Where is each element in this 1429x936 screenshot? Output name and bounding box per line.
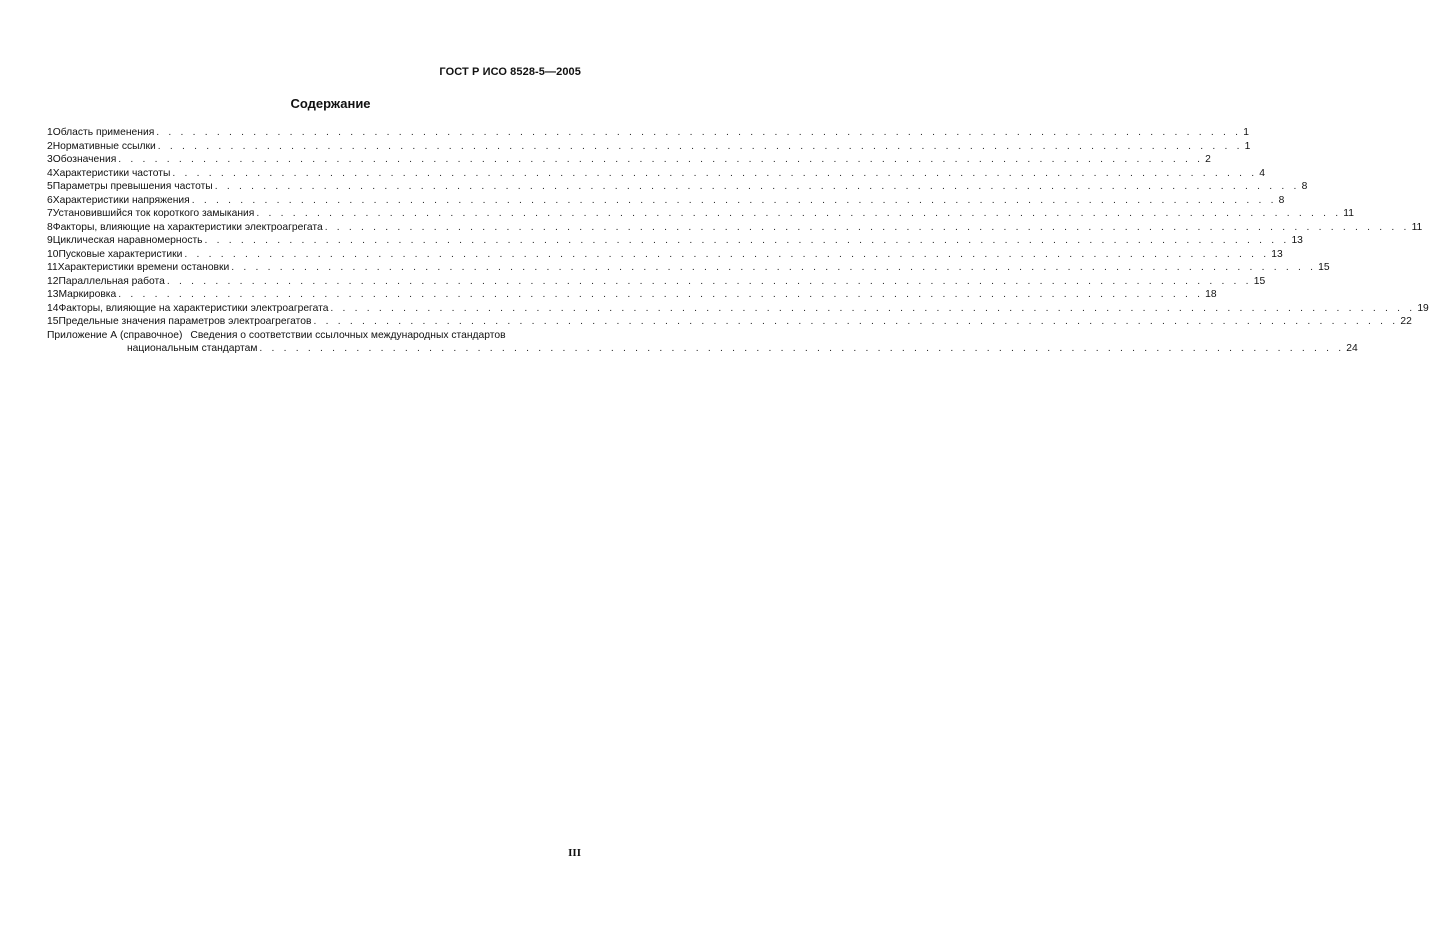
toc-entry-title: Параллельная работа: [58, 275, 165, 287]
toc-entry-number: 10: [47, 248, 59, 260]
toc-entry[interactable]: [47, 153, 1211, 167]
toc-entry-title: Факторы, влияющие на характеристики электроагрегата: [58, 302, 329, 314]
toc-entry[interactable]: [47, 315, 1412, 329]
page-title: Содержание: [290, 96, 371, 111]
toc-entry-number: 6: [47, 194, 53, 206]
toc-entry-number: 14: [47, 302, 59, 314]
toc-entry[interactable]: [47, 302, 1429, 316]
toc-entry-title: Предельные значения параметров электроагрегатов: [58, 316, 312, 327]
toc-entry-page-number: 13: [1271, 248, 1283, 260]
toc-entry-title: Характеристики частоты: [52, 167, 171, 179]
dot-leader: . . . . . . . . . . . . . . . . . . . . . . . . . . . . . . . . . . . . . . . . . . . . . . . . . . . . . . . . . . . . . . . . . . . . . . . . . . . . . . . . . . . . . . . . . .: [156, 127, 1242, 138]
toc-entry[interactable]: [47, 140, 1251, 154]
toc-entry-page-number: 19: [1417, 302, 1429, 314]
toc-entry-page-number: 1: [1244, 140, 1251, 152]
toc-entry-number: 8: [47, 221, 53, 233]
toc-entry-number: 9: [47, 235, 53, 246]
toc-entry-page-number: 13: [1291, 235, 1303, 246]
toc-entry-number: 11: [47, 262, 58, 273]
toc-entry-number: 1: [47, 127, 53, 138]
dot-leader: . . . . . . . . . . . . . . . . . . . . . . . . . . . . . . . . . . . . . . . . . . . . . . . . . . . . . . . . . . . . . . . . . . . . . . . . . . . . . . . . . . . . . . . . . .: [330, 302, 1416, 314]
toc-entry[interactable]: [47, 221, 1423, 235]
toc-entry[interactable]: [47, 180, 1308, 194]
toc-entry-number: 5: [47, 181, 53, 192]
toc-entry-number: 4: [47, 167, 53, 179]
appendix-title-line2: национальным стандартам: [127, 343, 258, 354]
toc-entry-page-number: 4: [1259, 167, 1266, 179]
toc-entry-number: 15: [47, 316, 59, 327]
appendix-label: Приложение А (справочное): [47, 329, 183, 341]
dot-leader: . . . . . . . . . . . . . . . . . . . . . . . . . . . . . . . . . . . . . . . . . . . . . . . . . . . . . . . . . . . . . . . . . . . . . . . . . . . . . . . . . . . . . . . . . .: [204, 235, 1290, 246]
toc-entry[interactable]: [47, 167, 1266, 181]
toc-entry-title: Параметры превышения частоты: [52, 181, 213, 192]
dot-leader: . . . . . . . . . . . . . . . . . . . . . . . . . . . . . . . . . . . . . . . . . . . . . . . . . . . . . . . . . . . . . . . . . . . . . . . . . . . . . . . . . . . . . . . . . .: [191, 194, 1277, 206]
page-folio: III: [568, 847, 581, 859]
dot-leader: . . . . . . . . . . . . . . . . . . . . . . . . . . . . . . . . . . . . . . . . . . . . . . . . . . . . . . . . . . . . . . . . . . . . . . . . . . . . . . . . . . . . . . . . . .: [184, 248, 1270, 260]
dot-leader: . . . . . . . . . . . . . . . . . . . . . . . . . . . . . . . . . . . . . . . . . . . . . . . . . . . . . . . . . . . . . . . . . . . . . . . . . . . . . . . . . . . . . . . . . .: [118, 154, 1204, 165]
toc-entry-title: Характеристики напряжения: [52, 194, 190, 206]
toc-entry-title: Обозначения: [52, 154, 117, 165]
dot-leader: . . . . . . . . . . . . . . . . . . . . . . . . . . . . . . . . . . . . . . . . . . . . . . . . . . . . . . . . . . . . . . . . . . . . . . . . . . . . . . . . . . . . . . . . . .: [166, 275, 1252, 287]
dot-leader: . . . . . . . . . . . . . . . . . . . . . . . . . . . . . . . . . . . . . . . . . . . . . . . . . . . . . . . . . . . . . . . . . . . . . . . . . . . . . . . . . . . . . . . . . .: [256, 208, 1342, 219]
toc-entry-page-number: 15: [1253, 275, 1266, 287]
toc-entry-number: 3: [47, 154, 53, 165]
document-code: ГОСТ Р ИСО 8528-5—2005: [439, 66, 581, 78]
toc-entry[interactable]: [47, 207, 1354, 221]
toc-entry-number: 7: [47, 208, 53, 219]
toc-entry-number: 2: [47, 140, 53, 152]
toc-entry[interactable]: [47, 288, 1217, 302]
dot-leader: . . . . . . . . . . . . . . . . . . . . . . . . . . . . . . . . . . . . . . . . . . . . . . . . . . . . . . . . . . . . . . . . . . . . . . . . . . . . . . . . . . . . . . . . . .: [118, 289, 1204, 300]
toc-entry-page-number: 1: [1243, 127, 1249, 138]
toc-entry[interactable]: [47, 275, 1266, 289]
toc-entry[interactable]: [47, 248, 1283, 262]
toc-entry[interactable]: [47, 234, 1303, 248]
dot-leader: . . . . . . . . . . . . . . . . . . . . . . . . . . . . . . . . . . . . . . . . . . . . . . . . . . . . . . . . . . . . . . . . . . . . . . . . . . . . . . . . . . . . . . . . . .: [214, 181, 1300, 192]
toc-entry-page-number: 22: [1400, 316, 1412, 327]
toc-entry-title: Пусковые характеристики: [58, 248, 183, 260]
toc-entry[interactable]: [47, 261, 1330, 275]
dot-leader: . . . . . . . . . . . . . . . . . . . . . . . . . . . . . . . . . . . . . . . . . . . . . . . . . . . . . . . . . . . . . . . . . . . . . . . . . . . . . . . . . . . . . . . . . .: [259, 343, 1345, 354]
toc-entry-page-number: 15: [1318, 262, 1330, 273]
dot-leader: . . . . . . . . . . . . . . . . . . . . . . . . . . . . . . . . . . . . . . . . . . . . . . . . . . . . . . . . . . . . . . . . . . . . . . . . . . . . . . . . . . . . . . . . . .: [313, 316, 1399, 327]
toc-entry-title: Нормативные ссылки: [52, 140, 156, 152]
toc-entry-title: Факторы, влияющие на характеристики электроагрегата: [52, 221, 323, 233]
dot-leader: . . . . . . . . . . . . . . . . . . . . . . . . . . . . . . . . . . . . . . . . . . . . . . . . . . . . . . . . . . . . . . . . . . . . . . . . . . . . . . . . . . . . . . . . . .: [231, 262, 1317, 273]
toc-entry-page-number: 8: [1301, 181, 1308, 192]
toc-entry-page-number: 2: [1205, 154, 1211, 165]
toc-entry-title: Характеристики времени остановки: [57, 262, 230, 273]
toc-entry-page-number: 11: [1411, 221, 1423, 233]
toc-entry[interactable]: [47, 126, 1249, 140]
appendix-page-number: 24: [1346, 343, 1358, 354]
dot-leader: . . . . . . . . . . . . . . . . . . . . . . . . . . . . . . . . . . . . . . . . . . . . . . . . . . . . . . . . . . . . . . . . . . . . . . . . . . . . . . . . . . . . . . . . . .: [324, 221, 1410, 233]
toc-entry-page-number: 18: [1205, 289, 1217, 300]
toc-entry-title: Циклическая наравномерность: [52, 235, 203, 246]
dot-leader: . . . . . . . . . . . . . . . . . . . . . . . . . . . . . . . . . . . . . . . . . . . . . . . . . . . . . . . . . . . . . . . . . . . . . . . . . . . . . . . . . . . . . . . . . .: [172, 167, 1258, 179]
toc-entry-number: 12: [47, 275, 59, 287]
toc-entry-title: Область применения: [52, 127, 155, 138]
toc-entry-title: Установившийся ток короткого замыкания: [52, 208, 255, 219]
toc-entry-page-number: 11: [1343, 208, 1354, 219]
table-of-contents: [47, 126, 1429, 356]
toc-entry-page-number: 8: [1278, 194, 1285, 206]
toc-entry-number: 13: [47, 289, 59, 300]
toc-appendix[interactable]: [47, 329, 1358, 356]
toc-entry-title: Маркировка: [58, 289, 117, 300]
dot-leader: . . . . . . . . . . . . . . . . . . . . . . . . . . . . . . . . . . . . . . . . . . . . . . . . . . . . . . . . . . . . . . . . . . . . . . . . . . . . . . . . . . . . . . . . . .: [157, 140, 1243, 152]
appendix-title-line1: Сведения о соответствии ссылочных международных стандартов: [190, 329, 506, 341]
toc-entry[interactable]: [47, 194, 1285, 208]
